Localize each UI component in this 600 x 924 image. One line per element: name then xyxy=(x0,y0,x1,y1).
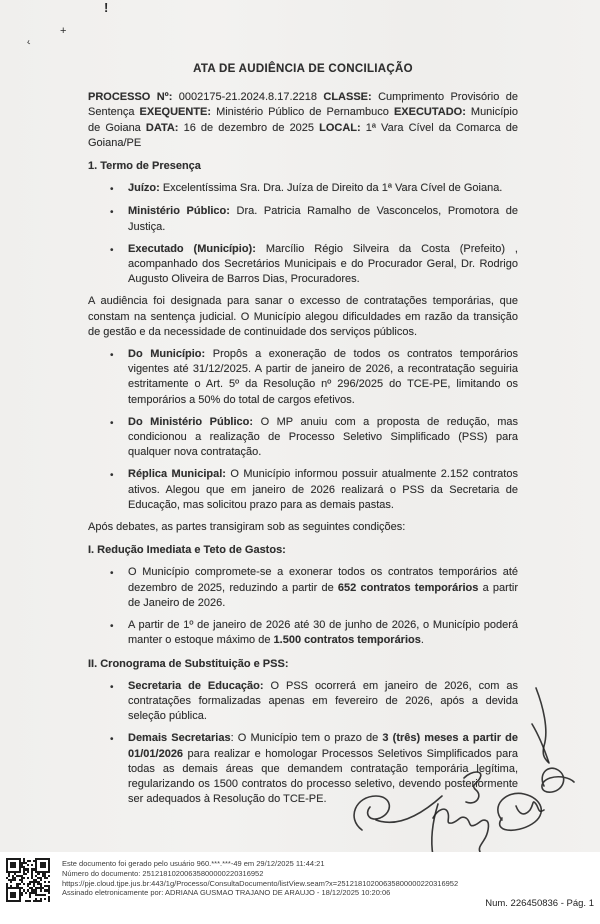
footer-generated-line: Este documento foi gerado pelo usuário 960.***.***-49 em 29/12/2025 11:44:21 xyxy=(61,859,325,868)
list-item xyxy=(110,347,518,408)
negotiation-list xyxy=(88,347,518,513)
scan-artifact-tick: ‹ xyxy=(25,36,32,49)
section-i-item-estoque: A partir de 1º de janeiro de 2026 até 30 de junho de 2026, o Município poderá manter o estoque máximo de 1.500 contratos temporários. xyxy=(128,619,518,647)
bullet-icon: • xyxy=(110,244,114,256)
footer-metadata xyxy=(62,855,458,898)
bullet-icon: • xyxy=(110,681,114,693)
scan-artifact-plus: + xyxy=(60,25,67,37)
negotiation-item-municipio: Do Município: Propôs a exoneração de todos os contratos temporários vigentes até 31/12/2025. A partir de janeiro de 2026, a recontratação seguiria estritamente o Art. 5º da Resolução nº 296/2025 do TCE-PE, limitando os temporários a 50% do total de cargos efetivos. xyxy=(128,348,519,406)
process-header-paragraph: PROCESSO Nº: 0002175-21.2024.8.17.2218 CLASSE: Cumprimento Provisório de Sentença EXEQUENTE: Ministério Público de Pernambuco EXECUTADO: Município de Goiana DATA: 16 de dezembro de 2025 LOCAL: 1ª Vara Cível da Comarca de Goiana/PE xyxy=(88,91,519,149)
section-ii-heading: II. Cronograma de Substituição e PSS: xyxy=(88,657,289,670)
audience-purpose-paragraph: A audiência foi designada para sanar o excesso de contratações temporárias, que constam na sentença judicial. O Município alegou dificuldades em razão da transição de gestão e da necessidade de continuidade dos serviços públicos. xyxy=(88,295,518,338)
bullet-icon: • xyxy=(110,350,114,362)
footer-signed-by: Assinado eletronicamente por: ADRIANA GUSMAO TRAJANO DE ARAUJO - 18/12/2025 10:20:06 xyxy=(61,888,391,898)
list-item xyxy=(110,679,518,725)
section-i-list xyxy=(88,565,518,648)
section-i-item-exoneracao: O Município compromete-se a exonerar todos os contratos temporários até dezembro de 2025, reduzindo a partir de 652 contratos temporários a partir de Janeiro de 2026. xyxy=(128,566,518,609)
list-item xyxy=(110,181,518,197)
section-ii-item-demais: Demais Secretarias: O Município tem o prazo de 3 (três) meses a partir de 01/01/2026 para realizar e homologar Processos Seletivos Simplificados para todas as demais áreas que demandem contratação temporária legítima, regularizando os 1500 contratos do processo seletivo, devendo posteriormente ser adequados à Resolução do TCE-PE. xyxy=(128,732,519,806)
scan-artifact-exclamation: ! xyxy=(104,0,109,15)
presence-item-ministerio: Ministério Público: Dra. Patricia Ramalho de Vasconcelos, Promotora de Justiça. xyxy=(128,205,518,233)
list-item xyxy=(110,618,518,648)
bullet-icon: • xyxy=(110,207,114,219)
section-ii-list xyxy=(88,679,518,808)
negotiation-item-mp: Do Ministério Público: O MP anuiu com a proposta de redução, mas condicionou a realização de Processo Seletivo Simplificado (PSS) para qualquer nova contratação. xyxy=(128,415,518,459)
list-item xyxy=(110,731,518,807)
bullet-icon: • xyxy=(110,417,114,429)
apos-debates-paragraph: Após debates, as partes transigiram sob as seguintes condições: xyxy=(88,521,406,534)
footer-document-number: Número do documento: 25121810200635800000220316952 xyxy=(61,868,264,878)
section-ii-item-educacao: Secretaria de Educação: O PSS ocorrerá em janeiro de 2026, com as contratações formalizadas apenas em fevereiro de 2026, após a devida seleção pública. xyxy=(128,679,518,723)
bullet-icon: • xyxy=(110,470,114,482)
bullet-icon: • xyxy=(110,621,114,633)
document-footer xyxy=(0,852,600,924)
bullet-icon: • xyxy=(110,734,114,746)
presence-item-juizo: Juízo: Excelentíssima Sra. Dra. Juíza de Direito da 1ª Vara Cível de Goiana. xyxy=(128,182,503,195)
page-number: Num. 226450836 - Pág. 1 xyxy=(485,898,594,909)
document-title: ATA DE AUDIÊNCIA DE CONCILIAÇÃO xyxy=(193,63,413,75)
signature-remy-curves xyxy=(433,809,488,852)
presence-item-executado: Executado (Município): Marcílio Régio Silveira da Costa (Prefeito) , acompanhado dos Secretários Municipais e do Procurador Geral, Dr. Rodrigo Augusto Oliveira de Barros Dias, Procuradores. xyxy=(128,242,518,286)
list-item xyxy=(110,565,518,611)
list-item xyxy=(110,204,518,234)
section-1-heading: 1. Termo de Presença xyxy=(88,160,201,173)
bullet-icon: • xyxy=(110,184,114,196)
list-item xyxy=(110,415,518,461)
section-i-heading: I. Redução Imediata e Teto de Gastos: xyxy=(88,544,286,557)
negotiation-item-replica: Réplica Municipal: O Município informou possuir atualmente 2.152 contratos ativos. Alegou que em janeiro de 2026 realizará o PSS da Secretaria de Educação, mas solicitou prazo para as demais pastas. xyxy=(128,468,518,511)
presence-list xyxy=(88,181,518,287)
bullet-icon: • xyxy=(110,568,114,580)
list-item xyxy=(110,467,518,513)
footer-validation-url: https://pje.cloud.tjpe.jus.br:443/1g/Processo/ConsultaDocumento/listView.seam?x=25121810200635800000220316952 xyxy=(61,878,459,888)
qr-code xyxy=(4,856,52,904)
signature-remy-stem xyxy=(432,804,438,856)
list-item xyxy=(110,242,518,288)
